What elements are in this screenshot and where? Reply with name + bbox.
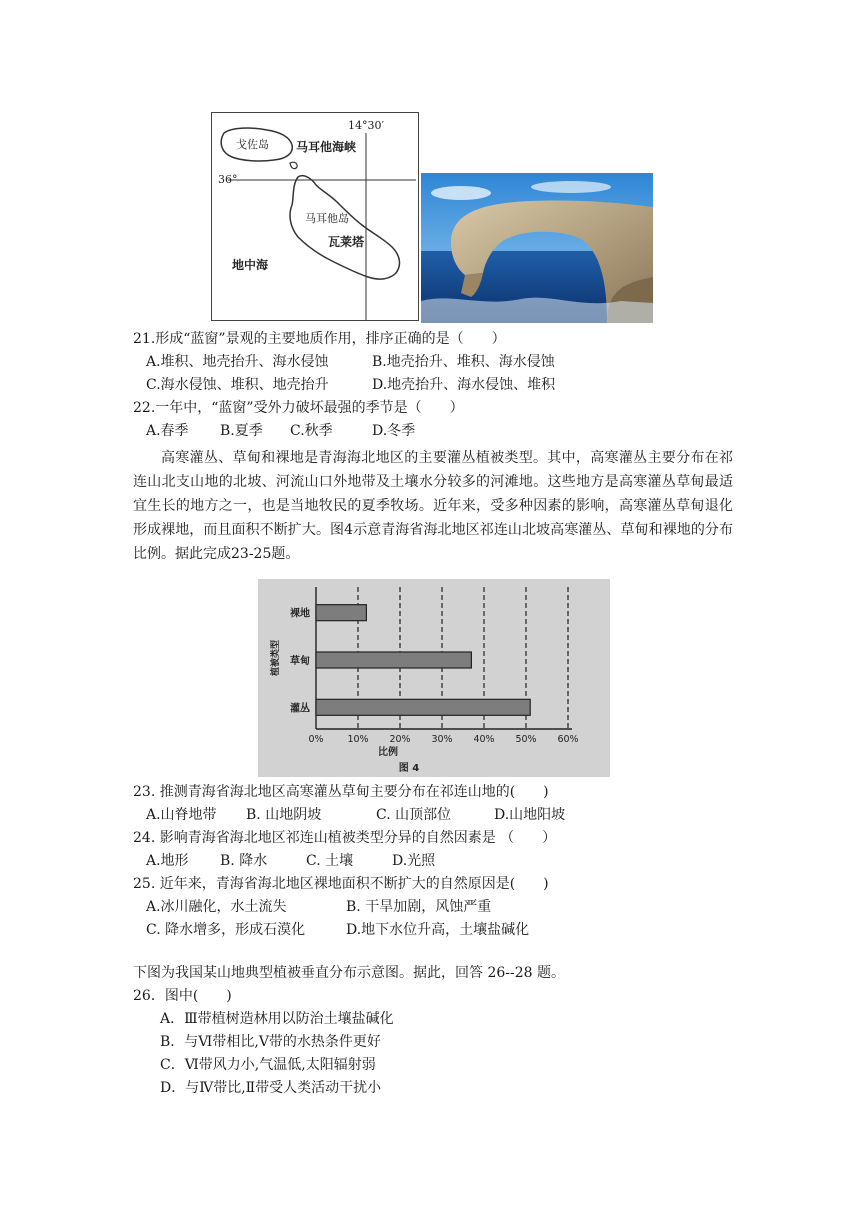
q24-stem: 24. 影响青海省海北地区祁连山植被类型分异的自然因素是 （ ） bbox=[133, 830, 557, 846]
x-tick-label: 20% bbox=[389, 734, 411, 745]
sea-label: 地中海 bbox=[232, 258, 269, 272]
q23-option-a[interactable]: A.山脊地带 bbox=[146, 807, 217, 823]
q25-option-a[interactable]: A.冰川融化，水土流失 bbox=[146, 899, 287, 915]
q21-option-c[interactable]: C.海水侵蚀、堆积、地壳抬升 bbox=[146, 377, 329, 393]
q24-option-b[interactable]: B. 降水 bbox=[220, 853, 268, 869]
q26-option-b[interactable]: B．与Ⅵ带相比,Ⅴ带的水热条件更好 bbox=[160, 1034, 381, 1050]
q21-stem: 21.形成“蓝窗”景观的主要地质作用，排序正确的是（ ） bbox=[133, 331, 506, 347]
q22-option-b[interactable]: B.夏季 bbox=[220, 423, 263, 439]
x-tick-label: 30% bbox=[431, 734, 453, 745]
q24-option-d[interactable]: D.光照 bbox=[392, 853, 436, 869]
malta-map bbox=[211, 112, 419, 321]
malta-island-shape bbox=[290, 176, 399, 279]
chart-svg bbox=[258, 579, 610, 777]
malta-label: 马耳他岛 bbox=[305, 212, 349, 225]
x-tick-label: 0% bbox=[308, 734, 324, 745]
category-label: 裸地 bbox=[290, 608, 310, 620]
latitude-label: 36° bbox=[218, 173, 238, 186]
q26-option-c[interactable]: C．Ⅵ带风力小,气温低,太阳辐射弱 bbox=[160, 1057, 376, 1073]
category-label: 草甸 bbox=[290, 656, 310, 667]
q25-option-c[interactable]: C. 降水增多，形成石漠化 bbox=[146, 922, 306, 938]
bar bbox=[316, 652, 471, 668]
longitude-label: 14°30′ bbox=[348, 119, 384, 132]
q24-option-a[interactable]: A.地形 bbox=[146, 853, 189, 869]
q26-stem: 26．图中( ) bbox=[133, 988, 232, 1004]
figure-caption: 图 4 bbox=[398, 763, 420, 774]
q22-option-a[interactable]: A.春季 bbox=[146, 423, 189, 439]
valletta-label: 瓦莱塔 bbox=[328, 235, 365, 249]
q22-stem: 22.一年中，“蓝窗”受外力破坏最强的季节是（ ） bbox=[133, 400, 464, 416]
q22-option-c[interactable]: C.秋季 bbox=[290, 423, 333, 439]
q21-option-a[interactable]: A.堆积、地壳抬升、海水侵蚀 bbox=[146, 354, 329, 370]
azure-window-photo bbox=[421, 173, 653, 323]
q23-option-c[interactable]: C. 山顶部位 bbox=[376, 807, 452, 823]
passage-text: 高寒灌丛、草甸和裸地是青海海北地区的主要灌丛植被类型。其中，高寒灌丛主要分布在祁连山北支山地的北坡、河流山口外地带及土壤水分较多的河滩地。这些地方是高寒灌丛草甸最适宜生长的地方之一，也是当地牧民的夏季牧场。近年来，受多种因素的影响，高寒灌丛草甸退化形成裸地，而且面积不断扩大。图4示意青海省海北地区祁连山北坡高寒灌丛、草甸和裸地的分布比例。据此完成23-25题。 bbox=[133, 450, 733, 562]
q21-option-b[interactable]: B.地壳抬升、堆积、海水侵蚀 bbox=[372, 354, 555, 370]
q24-option-c[interactable]: C. 土壤 bbox=[306, 853, 354, 869]
vegetation-bar-chart bbox=[258, 579, 610, 777]
y-axis-label: 植被类型 bbox=[271, 639, 281, 677]
q26-option-a[interactable]: A．Ⅲ带植树造林用以防治土壤盐碱化 bbox=[160, 1011, 394, 1027]
strait-label: 马耳他海峡 bbox=[296, 140, 357, 154]
x-tick-label: 60% bbox=[557, 734, 579, 745]
bar bbox=[316, 605, 366, 621]
q25-option-b[interactable]: B. 干旱加剧，风蚀严重 bbox=[346, 899, 492, 915]
q21-option-d[interactable]: D.地壳抬升、海水侵蚀、堆积 bbox=[372, 377, 556, 393]
x-tick-label: 10% bbox=[347, 734, 369, 745]
x-tick-label: 50% bbox=[515, 734, 537, 745]
category-label: 灌丛 bbox=[290, 703, 310, 715]
q26-option-d[interactable]: D．与Ⅳ带比,Ⅱ带受人类活动干扰小 bbox=[160, 1080, 382, 1096]
x-axis-label: 比例 bbox=[378, 747, 398, 758]
gozo-label: 戈佐岛 bbox=[236, 138, 269, 151]
q22-option-d[interactable]: D.冬季 bbox=[372, 423, 416, 439]
q25-option-d[interactable]: D.地下水位升高，土壤盐碱化 bbox=[346, 922, 530, 938]
bar bbox=[316, 699, 530, 715]
q25-stem: 25. 近年来，青海省海北地区裸地面积不断扩大的自然原因是( ) bbox=[133, 876, 549, 892]
intro-26-28: 下图为我国某山地典型植被垂直分布示意图。据此，回答 26--28 题。 bbox=[133, 965, 565, 981]
q23-option-b[interactable]: B. 山地阴坡 bbox=[246, 807, 322, 823]
x-tick-label: 40% bbox=[473, 734, 495, 745]
q23-option-d[interactable]: D.山地阳坡 bbox=[494, 807, 566, 823]
q23-stem: 23. 推测青海省海北地区高寒灌丛草甸主要分布在祁连山地的( ) bbox=[133, 784, 549, 800]
